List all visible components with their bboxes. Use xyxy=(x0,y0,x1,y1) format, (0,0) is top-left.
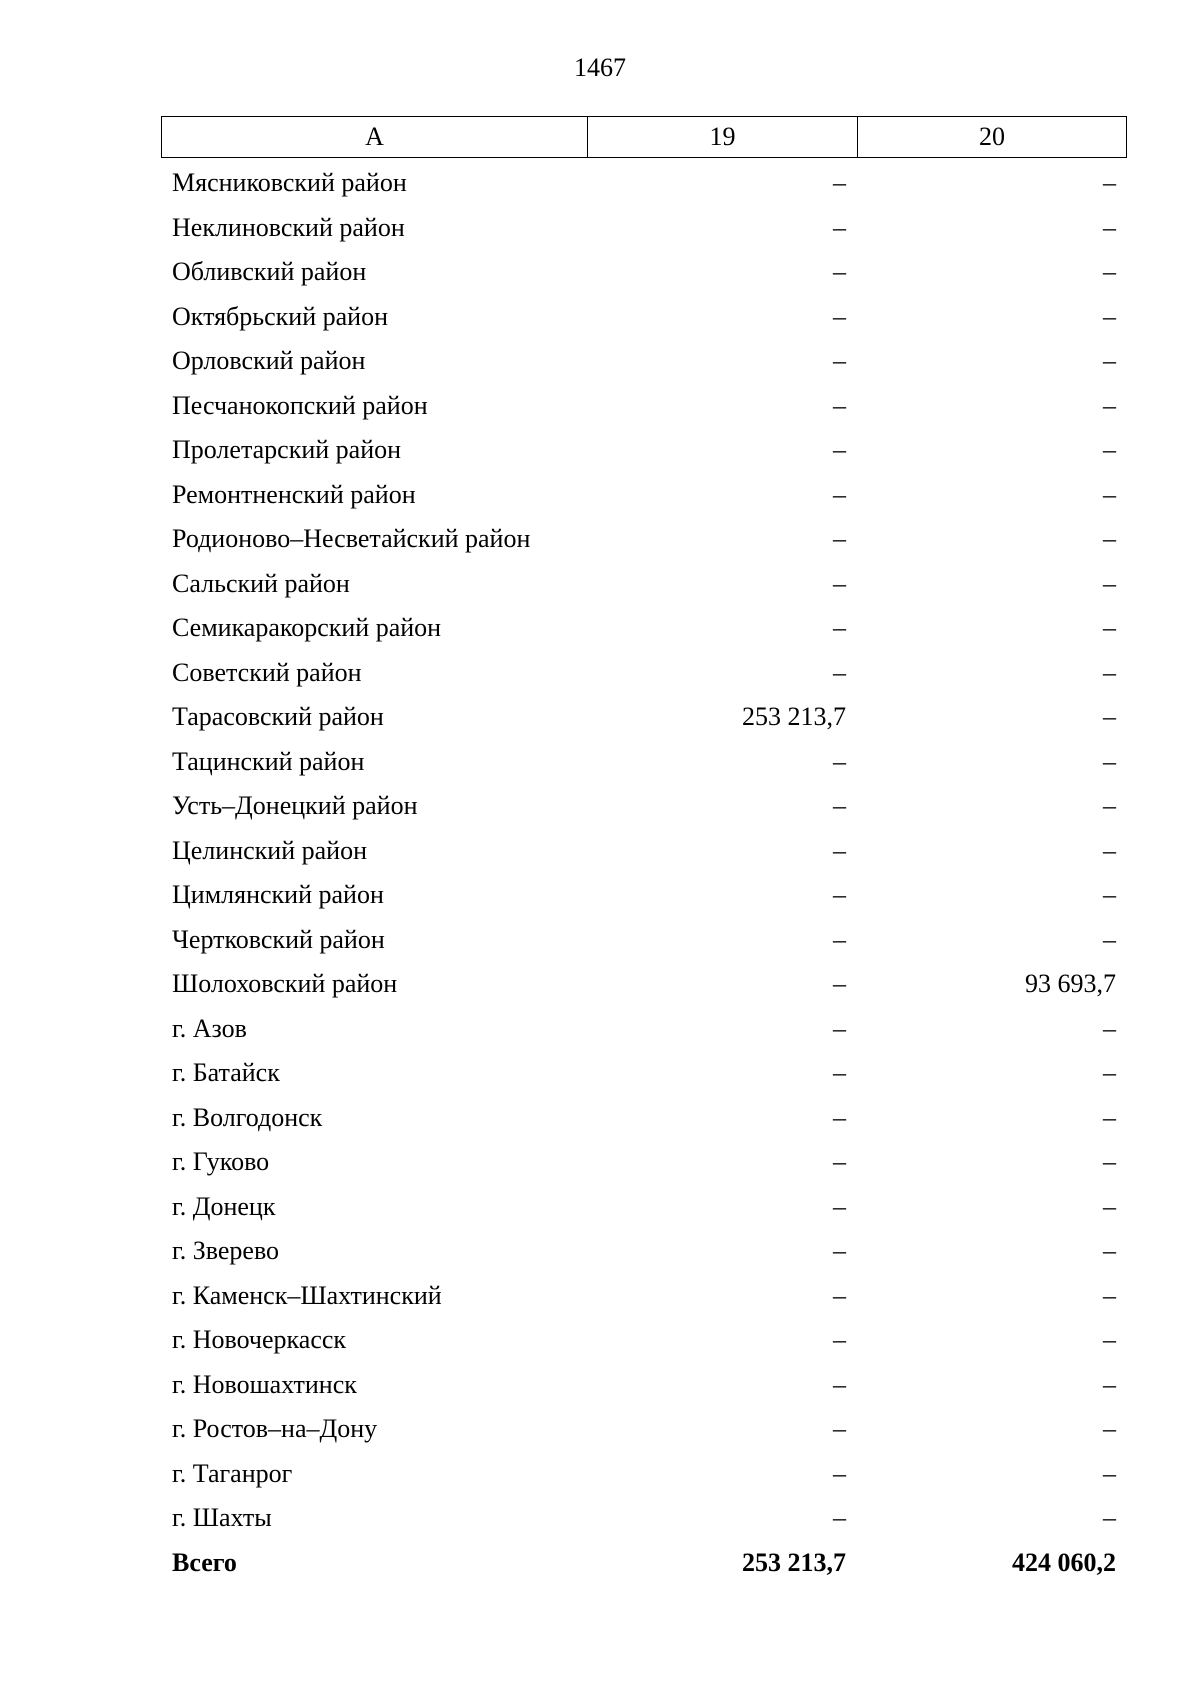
row-value-20: – xyxy=(1103,346,1116,376)
row-value-19: – xyxy=(833,346,846,376)
row-name: Усть–Донецкий район xyxy=(172,791,418,821)
total-value-19: 253 213,7 xyxy=(742,1547,846,1577)
row-value-19: – xyxy=(833,435,846,465)
row-value-20: – xyxy=(1103,435,1116,465)
table-row xyxy=(161,206,1127,251)
row-value-20: – xyxy=(1103,835,1116,865)
row-value-19: – xyxy=(833,613,846,643)
table-row xyxy=(161,1318,1127,1363)
row-value-19: – xyxy=(833,568,846,598)
row-value-19: 253 213,7 xyxy=(742,702,846,732)
row-value-20: – xyxy=(1103,1191,1116,1221)
header-cell-19: 19 xyxy=(588,117,858,157)
row-value-19: – xyxy=(833,390,846,420)
table-row xyxy=(161,962,1127,1007)
header-cell-20: 20 xyxy=(979,122,1005,151)
row-value-19: – xyxy=(833,1191,846,1221)
page-number: 1467 xyxy=(574,53,626,82)
row-value-19: – xyxy=(833,1013,846,1043)
row-value-19: – xyxy=(833,257,846,287)
row-value-20: – xyxy=(1103,1058,1116,1088)
row-value-20: – xyxy=(1103,791,1116,821)
row-value-19: – xyxy=(833,835,846,865)
total-label: Всего xyxy=(172,1547,237,1577)
row-name: Орловский район xyxy=(172,346,366,376)
table-row xyxy=(161,1140,1127,1185)
row-value-19: – xyxy=(833,479,846,509)
row-name: Чертковский район xyxy=(172,924,385,954)
row-value-20: – xyxy=(1103,1102,1116,1132)
row-name: Октябрьский район xyxy=(172,301,388,331)
row-value-20: – xyxy=(1103,1013,1116,1043)
table-row xyxy=(161,562,1127,607)
row-value-19: – xyxy=(833,1147,846,1177)
row-value-19: – xyxy=(833,168,846,198)
row-value-20: – xyxy=(1103,657,1116,687)
table-row xyxy=(161,295,1127,340)
row-value-19: – xyxy=(833,1458,846,1488)
table-row xyxy=(161,1096,1127,1141)
row-name: Семикаракорский район xyxy=(172,613,442,643)
row-name: г. Гуково xyxy=(172,1147,270,1177)
table-row xyxy=(161,829,1127,874)
table-row xyxy=(161,1407,1127,1452)
table-row xyxy=(161,606,1127,651)
row-value-19: – xyxy=(833,524,846,554)
row-value-19: – xyxy=(833,924,846,954)
row-name: г. Батайск xyxy=(172,1058,280,1088)
table-row xyxy=(161,1363,1127,1408)
table-row xyxy=(161,784,1127,829)
table-row xyxy=(161,1229,1127,1274)
row-name: Целинский район xyxy=(172,835,367,865)
table-total-row xyxy=(161,1541,1127,1586)
row-value-20: – xyxy=(1103,924,1116,954)
table-row xyxy=(161,161,1127,206)
table-header xyxy=(161,116,1127,158)
row-value-19: – xyxy=(833,1280,846,1310)
row-value-20: 93 693,7 xyxy=(1025,969,1116,999)
row-name: Пролетарский район xyxy=(172,435,402,465)
row-value-20: – xyxy=(1103,880,1116,910)
row-name: Обливский район xyxy=(172,257,367,287)
header-cell-a: А xyxy=(162,117,588,157)
table-row xyxy=(161,250,1127,295)
row-value-20: – xyxy=(1103,257,1116,287)
row-value-19: – xyxy=(833,791,846,821)
table-row xyxy=(161,1051,1127,1096)
row-value-19: – xyxy=(833,1058,846,1088)
table-row xyxy=(161,1185,1127,1230)
row-value-20: – xyxy=(1103,746,1116,776)
row-name: г. Ростов–на–Дону xyxy=(172,1414,378,1444)
table-row xyxy=(161,740,1127,785)
table-row xyxy=(161,473,1127,518)
row-value-20: – xyxy=(1103,1414,1116,1444)
row-value-20: – xyxy=(1103,1503,1116,1533)
row-value-19: – xyxy=(833,1325,846,1355)
row-value-20: – xyxy=(1103,524,1116,554)
row-value-19: – xyxy=(833,1503,846,1533)
table-row xyxy=(161,1274,1127,1319)
table-row xyxy=(161,918,1127,963)
table-row xyxy=(161,1452,1127,1497)
row-value-20: – xyxy=(1103,390,1116,420)
row-value-20: – xyxy=(1103,479,1116,509)
table-row xyxy=(161,651,1127,696)
row-value-20: – xyxy=(1103,1369,1116,1399)
total-value-20: 424 060,2 xyxy=(1012,1547,1116,1577)
row-name: Тацинский район xyxy=(172,746,365,776)
row-value-19: – xyxy=(833,969,846,999)
row-value-19: – xyxy=(833,212,846,242)
row-name: г. Донецк xyxy=(172,1191,276,1221)
row-name: г. Азов xyxy=(172,1013,247,1043)
row-value-20: – xyxy=(1103,1325,1116,1355)
row-name: г. Зверево xyxy=(172,1236,280,1266)
table-row xyxy=(161,517,1127,562)
row-name: Ремонтненский район xyxy=(172,479,416,509)
row-value-20: – xyxy=(1103,702,1116,732)
row-name: г. Таганрог xyxy=(172,1458,293,1488)
row-value-20: – xyxy=(1103,568,1116,598)
row-name: Родионово–Несветайский район xyxy=(172,524,531,554)
row-name: Сальский район xyxy=(172,568,350,598)
table-row xyxy=(161,428,1127,473)
row-name: Цимлянский район xyxy=(172,880,384,910)
row-value-20: – xyxy=(1103,168,1116,198)
row-name: г. Новочеркасск xyxy=(172,1325,347,1355)
table-row xyxy=(161,695,1127,740)
table-row xyxy=(161,384,1127,429)
row-name: Тарасовский район xyxy=(172,702,384,732)
row-value-20: – xyxy=(1103,1458,1116,1488)
row-value-20: – xyxy=(1103,1280,1116,1310)
table-row xyxy=(161,873,1127,918)
row-name: Шолоховский район xyxy=(172,969,398,999)
row-name: Советский район xyxy=(172,657,362,687)
row-name: г. Волгодонск xyxy=(172,1102,323,1132)
table-body xyxy=(161,161,1127,1585)
row-name: Мясниковский район xyxy=(172,168,407,198)
table-row xyxy=(161,1007,1127,1052)
row-value-19: – xyxy=(833,657,846,687)
row-name: Неклиновский район xyxy=(172,212,405,242)
row-value-19: – xyxy=(833,301,846,331)
row-value-20: – xyxy=(1103,301,1116,331)
table-row xyxy=(161,1496,1127,1541)
row-name: г. Новошахтинск xyxy=(172,1369,357,1399)
row-value-20: – xyxy=(1103,1236,1116,1266)
row-name: г. Шахты xyxy=(172,1503,272,1533)
row-value-20: – xyxy=(1103,1147,1116,1177)
row-value-19: – xyxy=(833,1236,846,1266)
row-value-20: – xyxy=(1103,613,1116,643)
table-row xyxy=(161,339,1127,384)
row-value-19: – xyxy=(833,746,846,776)
row-value-20: – xyxy=(1103,212,1116,242)
row-name: Песчанокопский район xyxy=(172,390,428,420)
row-value-19: – xyxy=(833,1102,846,1132)
row-value-19: – xyxy=(833,880,846,910)
row-value-19: – xyxy=(833,1369,846,1399)
row-value-19: – xyxy=(833,1414,846,1444)
row-name: г. Каменск–Шахтинский xyxy=(172,1280,442,1310)
